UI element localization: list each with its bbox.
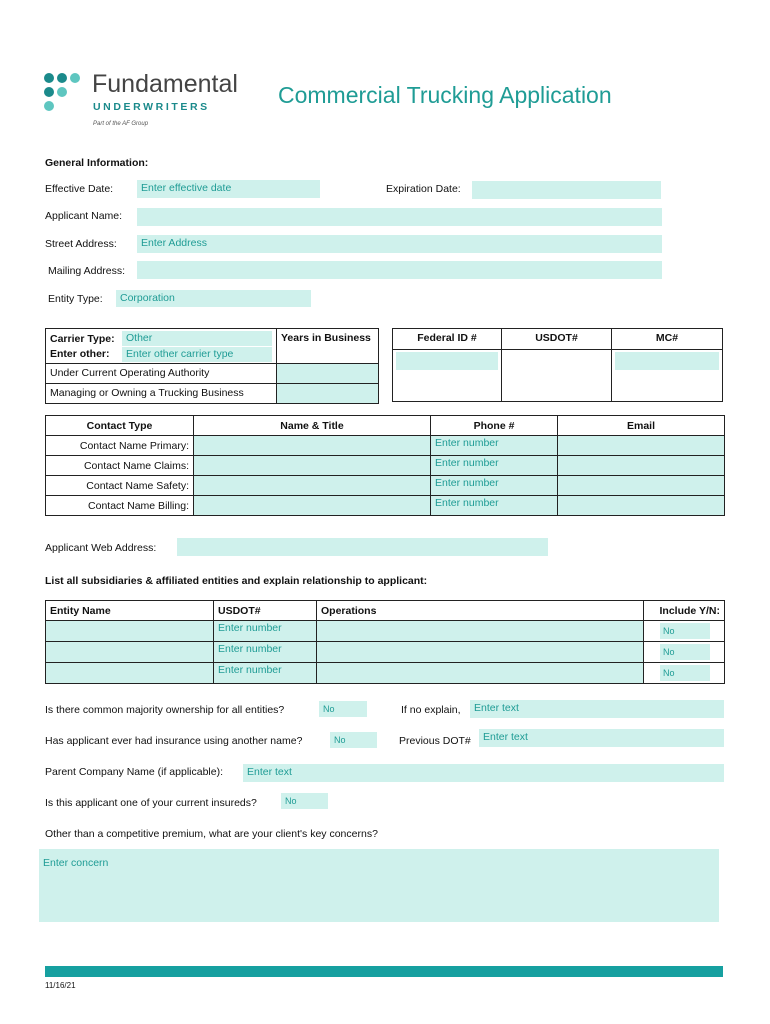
parent-company-label: Parent Company Name (if applicable): — [45, 766, 223, 778]
current-insured-select[interactable]: No — [281, 793, 328, 809]
web-address-field[interactable] — [177, 538, 548, 556]
sub-usdot-field[interactable]: Enter number — [214, 663, 317, 684]
entity-name-field[interactable] — [46, 663, 214, 684]
contact-type-label: Contact Name Billing: — [46, 496, 194, 516]
common-ownership-select[interactable]: No — [319, 701, 367, 717]
previous-dot-label: Previous DOT# — [399, 735, 471, 747]
operations-field[interactable] — [317, 642, 644, 663]
mailing-address-field[interactable] — [137, 261, 662, 279]
web-address-label: Applicant Web Address: — [45, 542, 157, 554]
email-header: Email — [558, 416, 725, 436]
email-field[interactable] — [558, 456, 725, 476]
logo-dot — [44, 87, 54, 97]
entity-type-label: Entity Type: — [48, 293, 103, 305]
trucking-business-years-field[interactable] — [277, 384, 379, 404]
logo-dot — [44, 73, 54, 83]
table-row — [46, 476, 725, 496]
effective-date-label: Effective Date: — [45, 183, 114, 195]
street-address-field[interactable]: Enter Address — [137, 235, 662, 253]
federal-id-field[interactable] — [396, 352, 498, 370]
if-no-explain-field[interactable]: Enter text — [470, 700, 724, 718]
logo-dot — [44, 101, 54, 111]
table-row — [46, 663, 725, 684]
id-table — [392, 328, 723, 402]
carrier-type-label: Carrier Type: — [50, 333, 115, 345]
phone-header: Phone # — [431, 416, 558, 436]
enter-other-field[interactable]: Enter other carrier type — [122, 347, 272, 362]
phone-field[interactable]: Enter number — [431, 436, 558, 456]
contact-type-header: Contact Type — [46, 416, 194, 436]
applicant-name-label: Applicant Name: — [45, 210, 123, 222]
include-header: Include Y/N: — [644, 601, 725, 621]
previous-dot-field[interactable]: Enter text — [479, 729, 724, 747]
street-address-label: Street Address: — [45, 238, 117, 250]
footer-bar — [45, 966, 723, 977]
operating-authority-label: Under Current Operating Authority — [46, 364, 277, 384]
general-heading: General Information: — [45, 157, 149, 169]
entity-type-select[interactable]: Corporation — [116, 290, 311, 307]
operations-header: Operations — [317, 601, 644, 621]
include-select[interactable]: No — [660, 644, 710, 660]
logo-name: Fundamental — [92, 70, 238, 98]
logo-tagline: Part of the AF Group — [93, 121, 149, 127]
mc-header: MC# — [612, 329, 723, 350]
applicant-name-field[interactable] — [137, 208, 662, 226]
contact-type-label: Contact Name Claims: — [46, 456, 194, 476]
mc-cell — [612, 350, 723, 402]
if-no-explain-label: If no explain, — [401, 704, 461, 716]
include-select[interactable]: No — [660, 623, 710, 639]
contacts-table — [45, 415, 725, 516]
email-field[interactable] — [558, 436, 725, 456]
operating-authority-years-field[interactable] — [277, 364, 379, 384]
include-select[interactable]: No — [660, 665, 710, 681]
entity-name-header: Entity Name — [46, 601, 214, 621]
federal-id-cell — [393, 350, 502, 402]
mc-field[interactable] — [615, 352, 719, 370]
name-title-field[interactable] — [194, 436, 431, 456]
contact-type-label: Contact Name Safety: — [46, 476, 194, 496]
page-title: Commercial Trucking Application — [278, 82, 612, 108]
name-title-field[interactable] — [194, 496, 431, 516]
logo-dot — [70, 73, 80, 83]
name-title-header: Name & Title — [194, 416, 431, 436]
usdot-header: USDOT# — [502, 329, 612, 350]
carrier-table — [45, 328, 379, 404]
phone-field[interactable]: Enter number — [431, 496, 558, 516]
operations-field[interactable] — [317, 663, 644, 684]
table-row — [46, 496, 725, 516]
contact-type-label: Contact Name Primary: — [46, 436, 194, 456]
subsidiaries-heading: List all subsidiaries & affiliated entities and explain relationship to applicant: — [45, 575, 428, 587]
phone-field[interactable]: Enter number — [431, 476, 558, 496]
include-cell — [644, 621, 725, 642]
entity-name-field[interactable] — [46, 642, 214, 663]
name-title-field[interactable] — [194, 476, 431, 496]
common-ownership-label: Is there common majority ownership for all entities? — [45, 704, 285, 716]
logo-dot — [57, 87, 67, 97]
key-concerns-label: Other than a competitive premium, what are your client's key concerns? — [45, 828, 378, 840]
key-concerns-field[interactable]: Enter concern — [39, 849, 719, 922]
carrier-type-select[interactable]: Other — [122, 331, 272, 346]
federal-id-header: Federal ID # — [393, 329, 502, 350]
include-cell — [644, 642, 725, 663]
trucking-business-label: Managing or Owning a Trucking Business — [46, 384, 277, 404]
effective-date-field[interactable]: Enter effective date — [137, 180, 320, 198]
another-name-select[interactable]: No — [330, 732, 377, 748]
table-row — [46, 436, 725, 456]
entity-name-field[interactable] — [46, 621, 214, 642]
parent-company-field[interactable]: Enter text — [243, 764, 724, 782]
current-insured-label: Is this applicant one of your current insureds? — [45, 797, 257, 809]
table-row — [46, 642, 725, 663]
expiration-date-label: Expiration Date: — [386, 183, 461, 195]
sub-usdot-header: USDOT# — [214, 601, 317, 621]
expiration-date-field[interactable] — [472, 181, 661, 199]
footer-date: 11/16/21 — [45, 981, 76, 990]
logo-mark — [44, 73, 84, 113]
sub-usdot-field[interactable]: Enter number — [214, 642, 317, 663]
email-field[interactable] — [558, 476, 725, 496]
years-in-business-header: Years in Business — [277, 329, 379, 364]
name-title-field[interactable] — [194, 456, 431, 476]
carrier-type-cell — [46, 329, 277, 364]
phone-field[interactable]: Enter number — [431, 456, 558, 476]
logo-subtitle: UNDERWRITERS — [93, 101, 210, 113]
table-row — [46, 456, 725, 476]
subsidiaries-table — [45, 600, 725, 684]
mailing-address-label: Mailing Address: — [48, 265, 126, 277]
table-row — [46, 621, 725, 642]
another-name-label: Has applicant ever had insurance using another name? — [45, 735, 303, 747]
logo-dot — [57, 73, 67, 83]
email-field[interactable] — [558, 496, 725, 516]
operations-field[interactable] — [317, 621, 644, 642]
sub-usdot-field[interactable]: Enter number — [214, 621, 317, 642]
enter-other-label: Enter other: — [50, 348, 110, 360]
include-cell — [644, 663, 725, 684]
usdot-cell — [502, 350, 612, 402]
